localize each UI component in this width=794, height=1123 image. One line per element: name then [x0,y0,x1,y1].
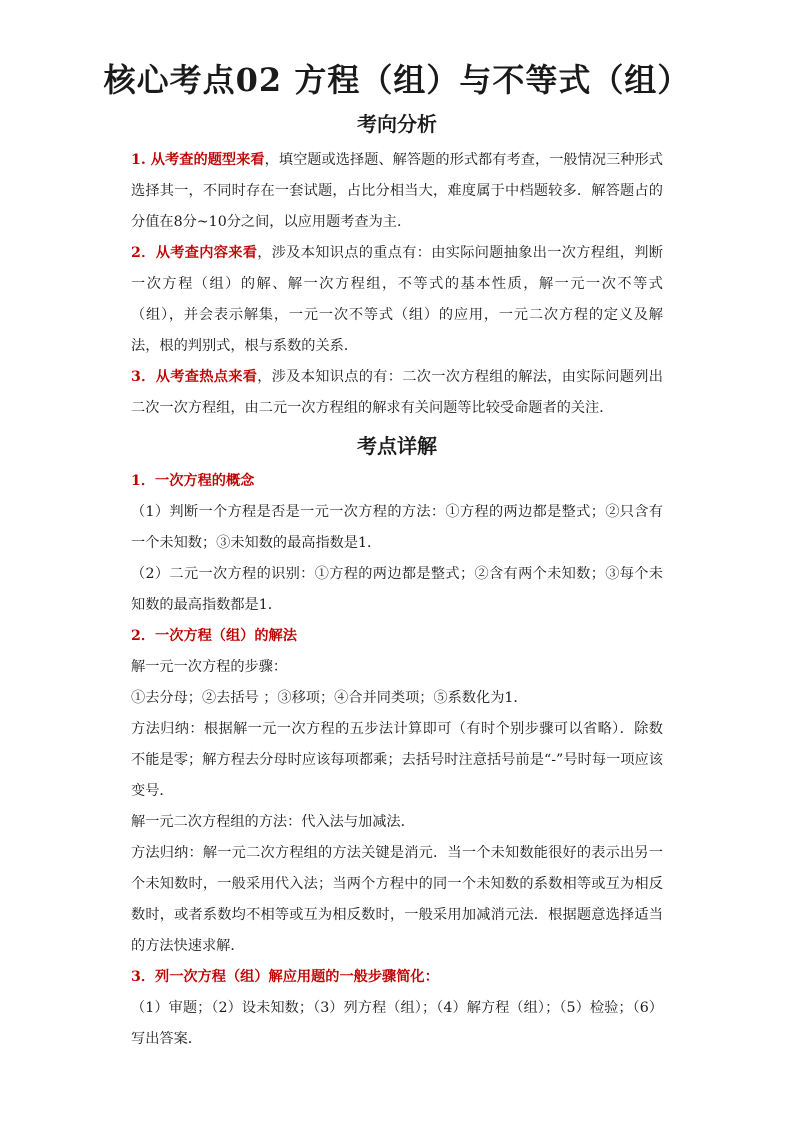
analysis-item-1-text: ，填空题或选择题、解答题的形式都有考查，一般情况三种形式选择其一，不同时存在一套试题，占比分相当大，难度属于中档题较多．解答题占的分值在8分~10分之间，以应用题考查为主． [131,152,663,230]
details-heading-3: 3．列一次方程（组）解应用题的一般步骤简化： [131,969,439,985]
analysis-item-1-lead: 1. 从考查的题型来看 [131,152,265,168]
details-paragraph-2: （2）二元一次方程的识别：①方程的两边都是整式；②含有两个未知数；③每个未知数的最高指数都是1． [131,566,663,613]
details-paragraph-6: 解一元二次方程组的方法：代入法与加减法． [131,814,415,830]
details-section [131,466,663,1055]
page-title: 核心考点02 方程（组）与不等式（组） [103,61,691,99]
analysis-item-3 [131,362,663,424]
section-heading-analysis: 考向分析 [357,112,437,136]
analysis-item-2-text: ，涉及本知识点的重点有：由实际问题抽象出一次方程组，判断一次方程（组）的解、解一次方程组，不等式的基本性质，解一元一次不等式（组），并会表示解集，一元一次不等式（组）的应用，一元二次方程的定义及解法，根的判别式，根与系数的关系． [131,245,663,354]
analysis-item-3-text: ，涉及本知识点的有：二次一次方程组的解法，由实际问题列出二次一次方程组，由二元一次方程组的解求有关问题等比较受命题者的关注． [131,369,663,416]
details-heading-2: 2．一次方程（组）的解法 [131,628,297,644]
section-heading-details: 考点详解 [357,434,437,458]
details-paragraph-4: ①去分母；②去括号 ；③移项；④合并同类项；⑤系数化为1． [131,690,528,706]
details-heading-1: 1．一次方程的概念 [131,473,255,489]
analysis-item-2 [131,238,663,362]
analysis-section [131,145,663,424]
details-paragraph-5: 方法归纳：根据解一元一次方程的五步法计算即可（有时个别步骤可以省略）．除数不能是零；解方程去分母时应该每项都乘；去括号时注意括号前是“-”号时每一项应该变号． [131,721,663,799]
analysis-item-2-lead: 2．从考查内容来看 [131,245,258,261]
analysis-item-3-lead: 3．从考查热点来看 [131,369,258,385]
details-paragraph-7: 方法归纳：解一元二次方程组的方法关键是消元．当一个未知数能很好的表示出另一个未知数时，一般采用代入法；当两个方程中的同一个未知数的系数相等或互为相反数时，或者系数均不相等或互为相反数时，一般采用加减消元法．根据题意选择适当的方法快速求解． [131,845,663,954]
details-paragraph-3: 解一元一次方程的步骤： [131,659,288,675]
analysis-item-1 [131,145,663,238]
details-paragraph-8: （1）审题；（2）设未知数；（3）列方程（组）；（4）解方程（组）；（5）检验；（6）写出答案． [131,1000,663,1047]
details-paragraph-1: （1）判断一个方程是否是一元一次方程的方法：①方程的两边都是整式；②只含有一个未知数；③未知数的最高指数是1． [131,504,663,551]
